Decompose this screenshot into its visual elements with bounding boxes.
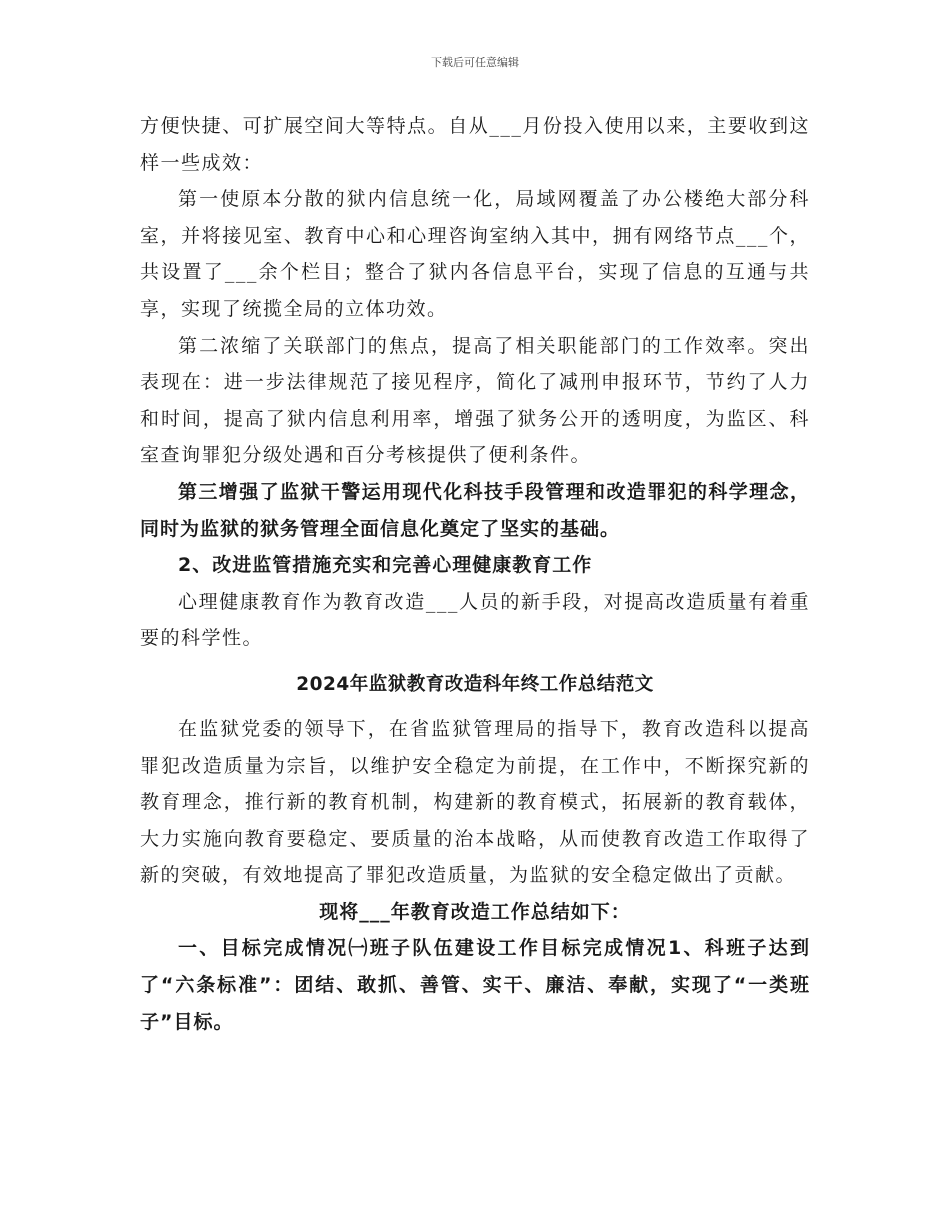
document-body [140, 108, 810, 1040]
paragraph-psych-education: 心理健康教育作为教育改造___人员的新手段，对提高改造质量有着重要的科学性。 [140, 590, 810, 650]
paragraph-first-point: 第一使原本分散的狱内信息统一化，局域网覆盖了办公楼绝大部分科室，并将接见室、教育中心和心理咨询室纳入其中，拥有网络节点___个，共设置了___余个栏目；整合了狱内各信息平台，实现了信息的互通与共享，实现了统揽全局的立体功效。 [140, 188, 810, 320]
document-title: 2024年监狱教育改造科年终工作总结范文 [296, 673, 654, 695]
paragraph-intro: 在监狱党委的领导下，在省监狱管理局的指导下，教育改造科以提高罪犯改造质量为宗旨，以维护安全稳定为前提，在工作中，不断探究新的教育理念，推行新的教育机制，构建新的教育模式，拓展新的教育载体，大力实施向教育要稳定、要质量的治本战略，从而使教育改造工作取得了新的突破，有效地提高了罪犯改造质量，为监狱的安全稳定做出了贡献。 [140, 717, 810, 887]
paragraph-goal-completion: 一、目标完成情况㈠班子队伍建设工作目标完成情况1、科班子达到了“六条标准”：团结、敢抓、善管、实干、廉洁、奉献，实现了“一类班子”目标。 [140, 937, 810, 1033]
paragraph-continuation: 方便快捷、可扩展空间大等特点。自从___月份投入使用以来，主要收到这样一些成效： [140, 115, 810, 174]
section-heading-2: 2、改进监管措施充实和完善心理健康教育工作 [178, 554, 593, 577]
paragraph-second-point: 第二浓缩了关联部门的焦点，提高了相关职能部门的工作效率。突出表现在：进一步法律规范了接见程序，简化了减刑申报环节，节约了人力和时间，提高了狱内信息利用率，增强了狱务公开的透明度，为监区、科室查询罪犯分级处遇和百分考核提供了便利条件。 [140, 334, 810, 467]
header-note: 下载后可任意编辑 [431, 56, 519, 69]
paragraph-third-point: 第三增强了监狱干警运用现代化科技手段管理和改造罪犯的科学理念，同时为监狱的狱务管理全面信息化奠定了坚实的基础。 [140, 480, 810, 540]
paragraph-summary-lead: 现将___年教育改造工作总结如下： [319, 900, 631, 923]
